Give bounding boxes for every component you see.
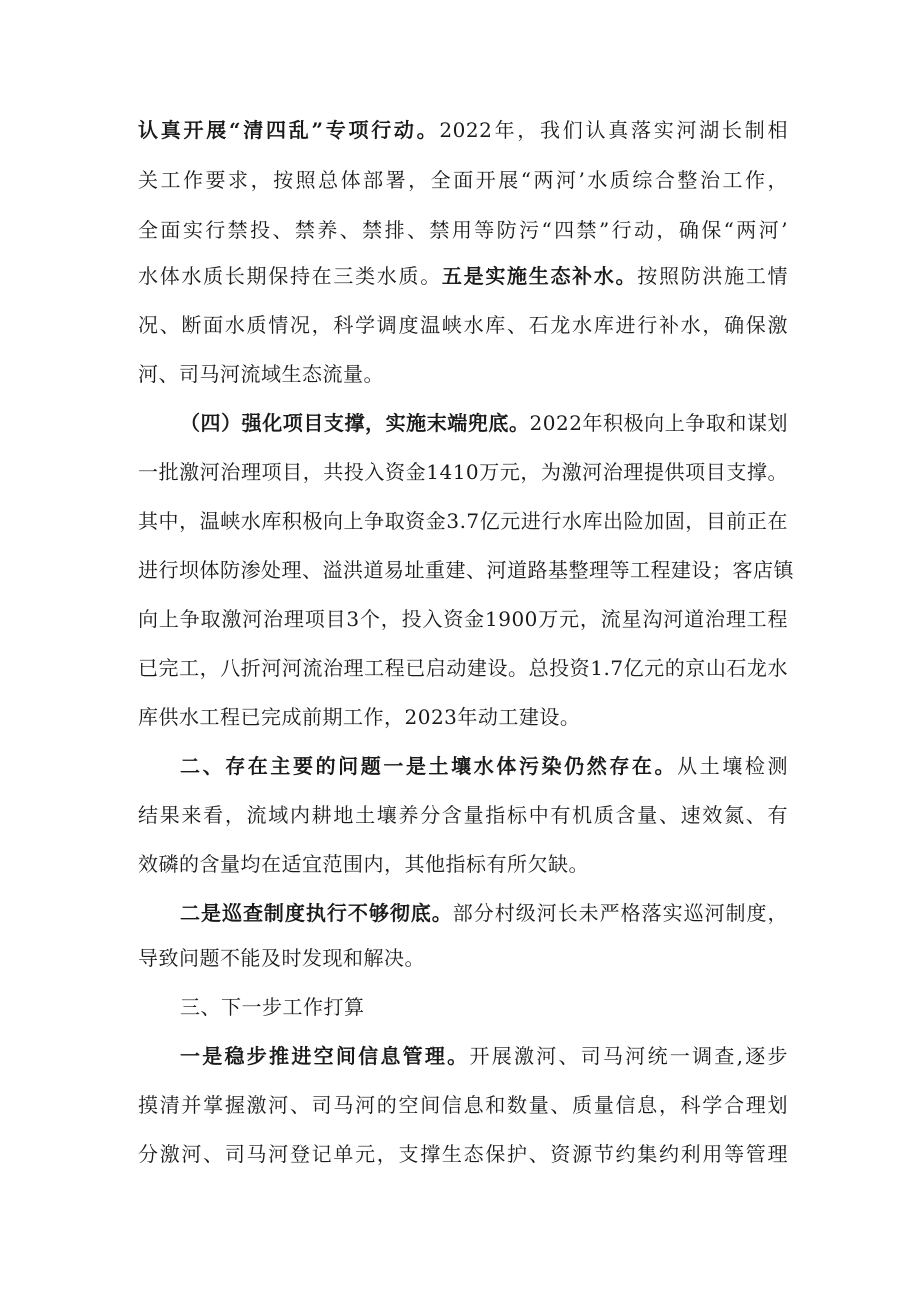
section-heading: 三、下一步工作打算 <box>180 995 365 1019</box>
text-line: 一批激河治理项目，共投入资金1410万元，为激河治理提供项目支撑。 <box>138 460 788 484</box>
text-line: 河、司马河流域生态流量。 <box>138 362 384 386</box>
text-line: 关工作要求，按照总体部署，全面开展“两河’水质综合整治工作， <box>138 168 788 192</box>
text-line: 效磷的含量均在适宜范围内，其他指标有所欠缺。 <box>138 852 589 876</box>
text-line: 全面实行禁投、禁养、禁排、禁用等防污“四禁”行动，确保“两河’ <box>138 218 788 242</box>
text-line: 结果来看，流域内耕地土壤养分含量指标中有机质含量、速效氮、有 <box>138 803 788 827</box>
text-line: 二是巡查制度执行不够彻底。部分村级河长未严格落实巡河制度， <box>180 901 789 925</box>
text-line: （四）强化项目支撑，实施末端兜底。2022年积极向上争取和谋划 <box>180 411 789 435</box>
text-line: 二、存在主要的问题一是土壤水体污染仍然存在。从土壤检测 <box>180 754 789 778</box>
text-line: 分激河、司马河登记单元，支撑生态保护、资源节约集约利用等管理 <box>138 1142 788 1166</box>
text-line: 进行坝体防渗处理、溢洪道易址重建、河道路基整理等工程建设；客店镇 <box>138 558 794 582</box>
text-line: 库供水工程已完成前期工作，2023年动工建设。 <box>138 705 581 729</box>
text-line: 水体水质长期保持在三类水质。五是实施生态补水。按照防洪施工情 <box>138 264 789 288</box>
text-line: 况、断面水质情况，科学调度温峡水库、石龙水库进行补水，确保激 <box>138 313 788 337</box>
text-line: 一是稳步推进空间信息管理。开展激河、司马河统一调查,逐步 <box>180 1044 789 1068</box>
text-line: 向上争取激河治理项目3个，投入资金1900万元，流星沟河道治理工程 <box>138 607 788 631</box>
text-line: 摸清并掌握激河、司马河的空间信息和数量、质量信息，科学合理划 <box>138 1093 788 1117</box>
text-line: 其中，温峡水库积极向上争取资金3.7亿元进行水库出险加固，目前正在 <box>138 509 788 533</box>
text-line: 已完工，八折河河流治理工程已启动建设。总投资1.7亿元的京山石龙水 <box>138 656 788 680</box>
text-line: 认真开展“清四乱”专项行动。2022年，我们认真落实河湖长制相 <box>138 118 788 142</box>
text-line: 导致问题不能及时发现和解决。 <box>138 946 425 970</box>
